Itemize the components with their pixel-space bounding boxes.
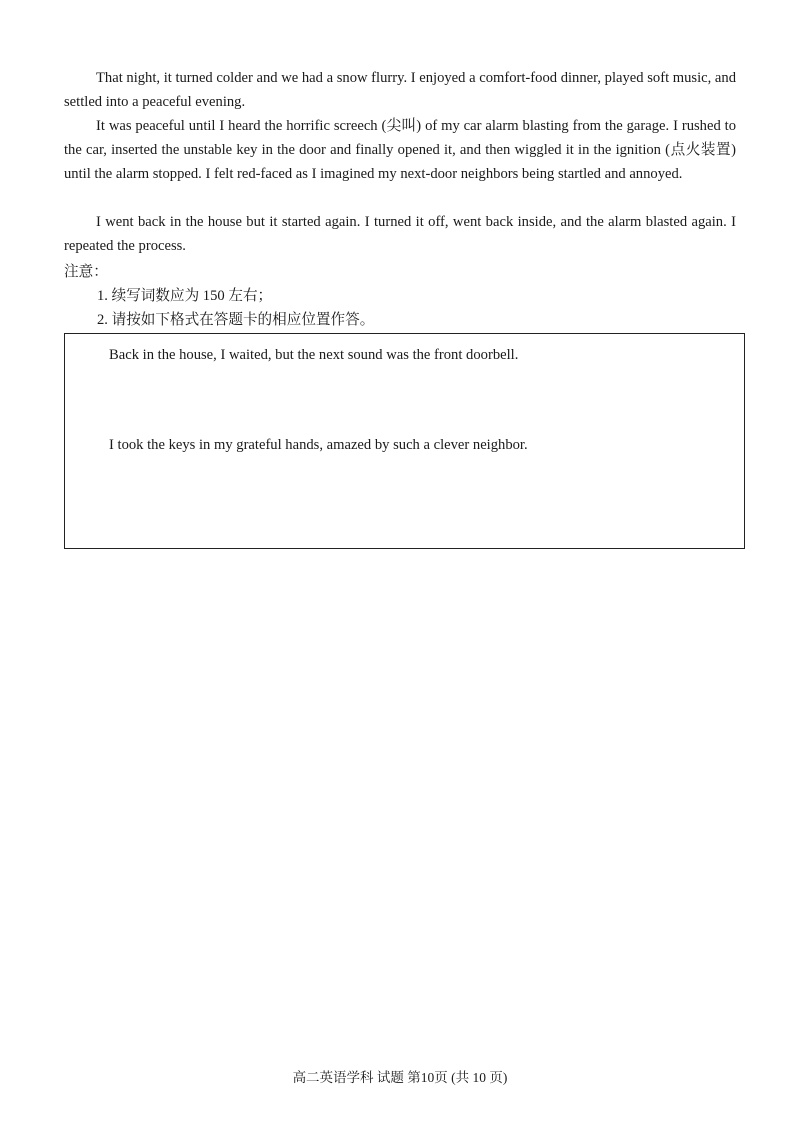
passage-paragraph-2: It was peaceful until I heard the horrific screech (尖叫) of my car alarm blasting from the garage. I rushed to the car, inserted the unstable key in the door and finally opened it, and then wiggled it in the ignition (点火装置) until the alarm stopped. I felt red-faced as I imagined my next-door neighbors being startled and annoyed.: [64, 118, 736, 182]
notes-title: 注意：: [64, 264, 108, 280]
answer-box: [64, 333, 745, 549]
answer-box-opening-line: Back in the house, I waited, but the next sound was the front doorbell.: [109, 347, 519, 363]
page-footer: 高二英语学科 试题 第10页 (共 10 页): [292, 1070, 508, 1085]
note-item-1: 1. 续写词数应为 150 左右；: [97, 288, 273, 304]
note-item-2: 2. 请按如下格式在答题卡的相应位置作答。: [97, 312, 375, 328]
answer-box-second-line: I took the keys in my grateful hands, amazed by such a clever neighbor.: [109, 437, 528, 453]
passage-paragraph-1: That night, it turned colder and we had a snow flurry. I enjoyed a comfort-food dinner, played soft music, and settled into a peaceful evening.: [64, 70, 737, 110]
passage-paragraph-3: I went back in the house but it started again. I turned it off, went back inside, and the alarm blasted again. I repeated the process.: [64, 214, 736, 254]
